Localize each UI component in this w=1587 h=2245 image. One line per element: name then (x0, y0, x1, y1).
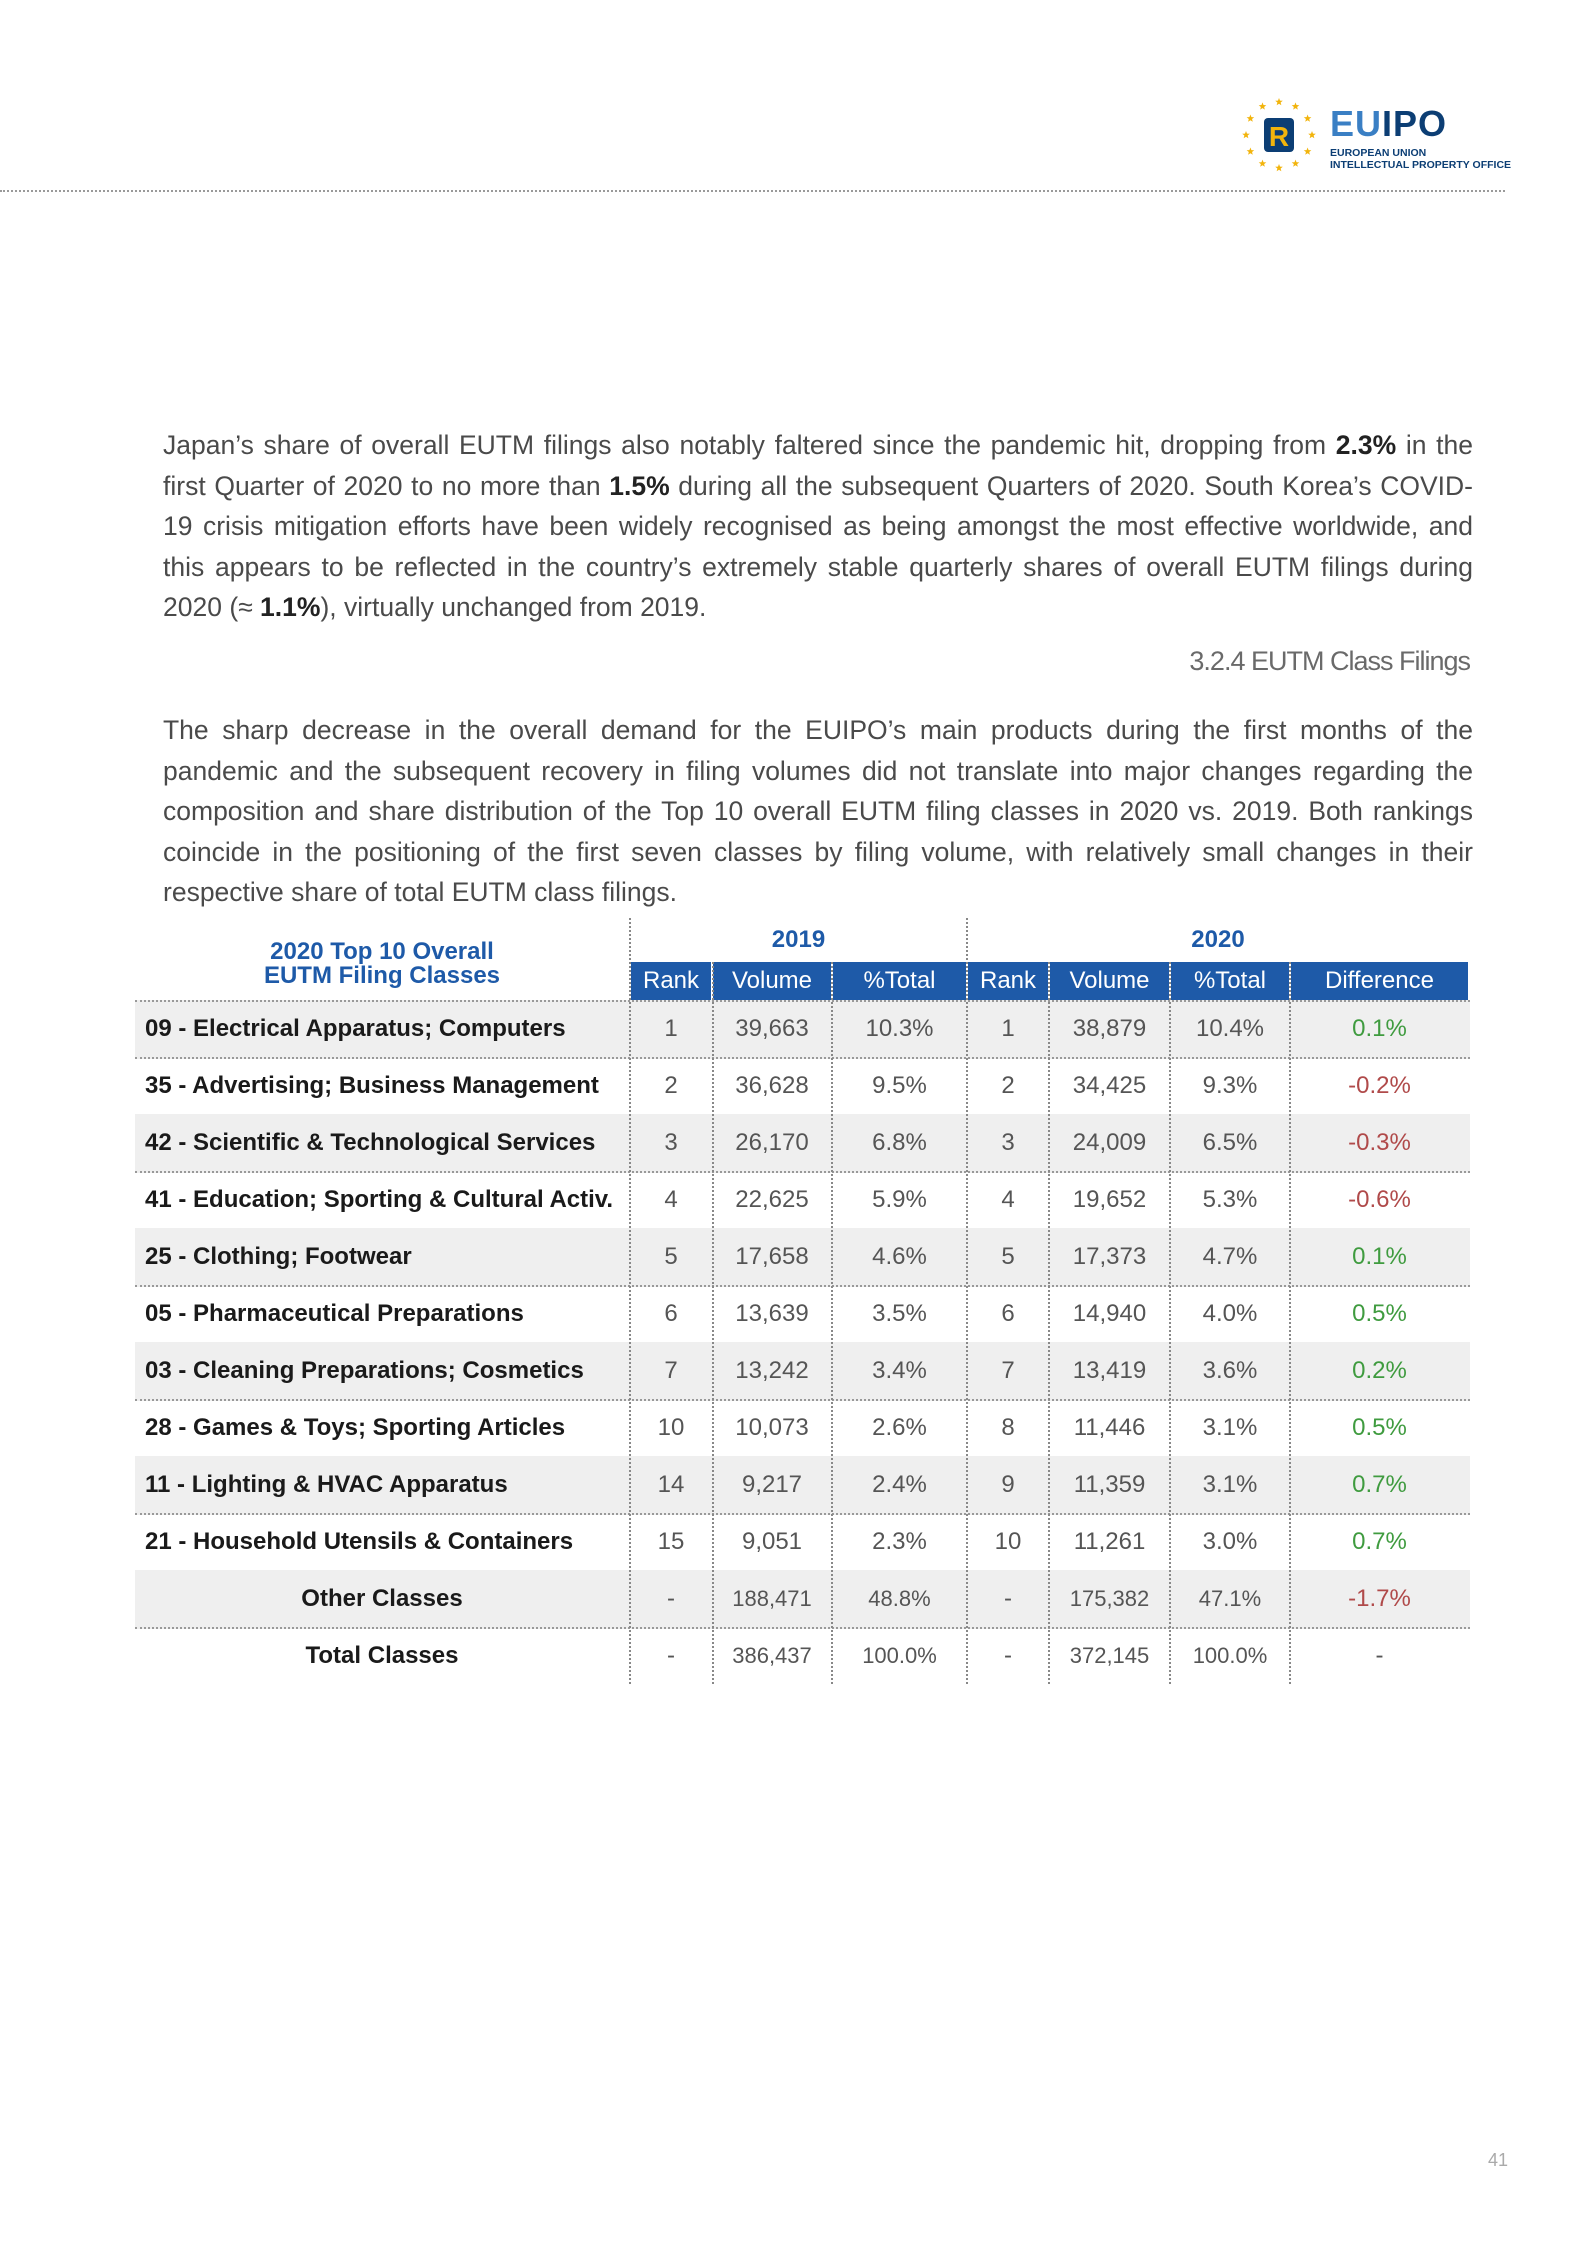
cell-percent-2019: 2.4% (872, 1471, 927, 1498)
euipo-brand (1330, 103, 1448, 144)
cell-rank-2019: - (667, 1642, 675, 1669)
column-separator (831, 962, 833, 1684)
cell-difference: 0.5% (1352, 1300, 1407, 1327)
cell-volume-2019: 13,639 (735, 1300, 809, 1327)
row-label: Other Classes (301, 1585, 463, 1612)
cell-rank-2019: 14 (657, 1471, 685, 1498)
cell-rank-2019: - (667, 1585, 675, 1612)
page-number: 41 (1488, 2150, 1509, 2170)
cell-volume-2019: 386,437 (732, 1643, 812, 1668)
cell-volume-2019: 39,663 (735, 1015, 809, 1042)
paragraph-japan-korea (163, 425, 1473, 628)
cell-volume-2019: 36,628 (735, 1072, 809, 1099)
cell-rank-2019: 1 (664, 1015, 678, 1042)
emblem-star-icon (1304, 148, 1312, 155)
cell-volume-2020: 372,145 (1069, 1643, 1150, 1668)
euipo-emblem-icon (1240, 96, 1318, 174)
cell-volume-2020: 34,425 (1072, 1072, 1147, 1099)
cell-volume-2020: 13,419 (1072, 1357, 1147, 1384)
cell-difference: 0.7% (1352, 1528, 1407, 1555)
year-2020-header: 2020 (1191, 926, 1245, 953)
subtitle-line-2: INTELLECTUAL PROPERTY OFFICE (1330, 159, 1512, 171)
cell-volume-2019: 188,471 (732, 1586, 812, 1611)
emblem-star-icon (1292, 102, 1300, 109)
euipo-logo (1240, 96, 1512, 174)
row-label: 09 - Electrical Apparatus; Computers (145, 1015, 566, 1042)
cell-percent-2020: 6.5% (1202, 1129, 1258, 1156)
emblem-star-icon (1259, 160, 1267, 167)
brand-eu: EU (1330, 103, 1383, 144)
cell-difference: -0.6% (1348, 1186, 1411, 1213)
row-label: 41 - Education; Sporting & Cultural Activ. (145, 1186, 614, 1213)
emblem-star-icon (1242, 131, 1250, 138)
cell-volume-2020: 11,359 (1073, 1471, 1146, 1498)
cell-percent-2019: 10.3% (865, 1015, 934, 1042)
column-header-percent-2019: %Total (833, 962, 966, 1000)
cell-percent-2019: 48.8% (868, 1586, 931, 1611)
table-header-divider (135, 1000, 1470, 1002)
cell-volume-2019: 9,051 (741, 1528, 803, 1555)
cell-difference: 0.1% (1352, 1015, 1407, 1042)
cell-percent-2019: 100.0% (862, 1643, 937, 1668)
cell-percent-2020: 3.1% (1202, 1414, 1258, 1441)
cell-rank-2019: 10 (657, 1414, 685, 1441)
row-label: 03 - Cleaning Preparations; Cosmetics (145, 1357, 584, 1384)
column-separator (1048, 962, 1050, 1684)
year-2019-header: 2019 (771, 926, 826, 953)
cell-percent-2019: 2.6% (872, 1414, 927, 1441)
emblem-star-icon (1259, 102, 1267, 109)
para1-text-2: in the first Quarter of 2020 to no more than (163, 430, 1473, 501)
cell-volume-2020: 17,373 (1072, 1243, 1147, 1270)
cell-percent-2020: 3.1% (1202, 1471, 1258, 1498)
cell-difference: 0.1% (1352, 1243, 1407, 1270)
cell-percent-2020: 9.3% (1202, 1072, 1258, 1099)
cell-rank-2020: 9 (1001, 1471, 1015, 1498)
row-label: 21 - Household Utensils & Containers (145, 1528, 574, 1555)
cell-rank-2020: 5 (1001, 1243, 1015, 1270)
cell-volume-2019: 26,170 (735, 1129, 809, 1156)
column-header-difference: Difference (1291, 962, 1468, 1000)
subtitle-line-1: EUROPEAN UNION (1330, 147, 1427, 159)
cell-percent-2020: 4.0% (1202, 1300, 1258, 1327)
emblem-star-icon (1247, 148, 1255, 155)
column-separator (712, 962, 714, 1684)
column-separator (629, 918, 631, 1684)
para1-bold-2: 1.5% (609, 470, 670, 501)
cell-volume-2020: 11,446 (1073, 1414, 1146, 1441)
column-separator (1289, 962, 1291, 1684)
cell-percent-2019: 6.8% (872, 1129, 927, 1156)
emblem-star-icon (1275, 164, 1283, 171)
para1-text-3: during all the subsequent Quarters of 2020. South Korea’s COVID-19 crisis mitigation efforts have been widely recognised as being amongst the most effective worldwide, and this appears to be reflected in the country’s extremely stable quarterly shares of overall EUTM filings during 2020 (≈ (163, 470, 1473, 622)
table-row (135, 1171, 1470, 1230)
para1-text-1: Japan’s share of overall EUTM filings also notably faltered since the pandemic hit, dropping from (163, 430, 1336, 460)
cell-rank-2019: 4 (664, 1186, 678, 1213)
table-row (135, 1228, 1470, 1287)
para1-bold-1: 2.3% (1335, 430, 1397, 460)
cell-percent-2019: 3.5% (872, 1300, 927, 1327)
cell-volume-2019: 10,073 (735, 1414, 809, 1441)
cell-rank-2020: 6 (1001, 1300, 1015, 1327)
cell-rank-2020: 4 (1001, 1186, 1015, 1213)
row-label: 25 - Clothing; Footwear (145, 1243, 412, 1270)
column-header-percent-2020: %Total (1171, 962, 1289, 1000)
cell-volume-2020: 24,009 (1072, 1129, 1147, 1156)
table-row (135, 1513, 1470, 1572)
column-header-rank-2019: Rank (631, 962, 711, 1000)
table-row (135, 1342, 1470, 1401)
table-row (135, 1057, 1470, 1116)
cell-difference: 0.2% (1352, 1357, 1407, 1384)
cell-rank-2020: 2 (1001, 1072, 1015, 1099)
row-label: 11 - Lighting & HVAC Apparatus (145, 1471, 508, 1498)
cell-rank-2020: - (1004, 1585, 1012, 1612)
cell-percent-2020: 3.0% (1202, 1528, 1258, 1555)
table-row (135, 1114, 1470, 1173)
cell-rank-2020: 8 (1001, 1414, 1015, 1441)
cell-volume-2019: 17,658 (735, 1243, 809, 1270)
column-header-volume-2019: Volume (713, 962, 831, 1000)
row-label: Total Classes (305, 1642, 459, 1669)
euipo-subtitle (1330, 147, 1511, 171)
table-row (135, 1285, 1470, 1344)
cell-volume-2019: 13,242 (735, 1357, 809, 1384)
cell-difference: - (1375, 1642, 1384, 1669)
cell-difference: -0.3% (1348, 1129, 1411, 1156)
svg-text:R: R (1268, 121, 1290, 152)
cell-percent-2020: 4.7% (1202, 1243, 1258, 1270)
cell-percent-2019: 5.9% (872, 1186, 927, 1213)
cell-volume-2020: 11,261 (1073, 1528, 1146, 1555)
column-header-volume-2020: Volume (1050, 962, 1169, 1000)
para1-text-4: ), virtually unchanged from 2019. (320, 592, 707, 622)
cell-percent-2020: 3.6% (1202, 1357, 1258, 1384)
cell-rank-2019: 15 (657, 1528, 685, 1555)
paragraph-class-filings: The sharp decrease in the overall demand for the EUIPO’s main products during the first months of the pandemic and the subsequent recovery in filing volumes did not translate into major changes regarding the composition and share distribution of the Top 10 overall EUTM filing classes in 2020 vs. 2019. Both rankings coincide in the positioning of the first seven classes by filing volume, with relatively small changes in their respective share of total EUTM class filings. (163, 715, 1473, 907)
column-separator (966, 918, 968, 1684)
cell-volume-2020: 14,940 (1072, 1300, 1147, 1327)
cell-percent-2019: 9.5% (872, 1072, 927, 1099)
cell-volume-2019: 9,217 (741, 1471, 803, 1498)
emblem-star-icon (1304, 115, 1312, 122)
table-row (135, 1570, 1470, 1629)
table-row (135, 1456, 1470, 1515)
header-divider (0, 190, 1505, 192)
section-heading: 3.2.4 EUTM Class Filings (1189, 646, 1470, 676)
para1-bold-3: 1.1% (260, 592, 321, 622)
emblem-star-icon (1247, 115, 1255, 122)
cell-percent-2020: 10.4% (1195, 1015, 1265, 1042)
column-header-rank-2020: Rank (968, 962, 1048, 1000)
cell-rank-2019: 3 (664, 1129, 678, 1156)
cell-rank-2020: 3 (1001, 1129, 1015, 1156)
cell-volume-2020: 175,382 (1069, 1586, 1150, 1611)
emblem-star-icon (1308, 131, 1316, 138)
cell-rank-2020: 10 (994, 1528, 1022, 1555)
cell-volume-2019: 22,625 (735, 1186, 809, 1213)
cell-percent-2020: 5.3% (1202, 1186, 1258, 1213)
cell-rank-2019: 2 (664, 1072, 678, 1099)
cell-percent-2019: 4.6% (872, 1243, 927, 1270)
cell-difference: -0.2% (1348, 1072, 1411, 1099)
emblem-star-icon (1275, 98, 1283, 105)
table-title-line-1: 2020 Top 10 Overall (270, 938, 494, 965)
cell-rank-2019: 7 (664, 1357, 678, 1384)
cell-percent-2020: 100.0% (1192, 1643, 1268, 1668)
emblem-star-icon (1292, 160, 1300, 167)
row-label: 42 - Scientific & Technological Services (145, 1129, 596, 1156)
row-label: 28 - Games & Toys; Sporting Articles (145, 1414, 566, 1441)
cell-percent-2019: 2.3% (872, 1528, 927, 1555)
column-separator (1169, 962, 1171, 1684)
cell-percent-2020: 47.1% (1198, 1586, 1262, 1611)
cell-rank-2019: 5 (664, 1243, 678, 1270)
row-label: 35 - Advertising; Business Management (145, 1072, 599, 1099)
table-row (135, 1000, 1470, 1059)
cell-volume-2020: 19,652 (1072, 1186, 1147, 1213)
cell-difference: 0.5% (1352, 1414, 1407, 1441)
cell-rank-2019: 6 (664, 1300, 678, 1327)
table-title (135, 918, 629, 1000)
brand-ipo: IPO (1382, 103, 1448, 144)
cell-volume-2020: 38,879 (1072, 1015, 1147, 1042)
cell-difference: -1.7% (1348, 1585, 1411, 1612)
row-label: 05 - Pharmaceutical Preparations (145, 1300, 524, 1327)
cell-percent-2019: 3.4% (872, 1357, 927, 1384)
cell-rank-2020: 1 (1001, 1015, 1015, 1042)
table-row (135, 1399, 1470, 1458)
table-row (135, 1627, 1470, 1684)
table-title-line-2: EUTM Filing Classes (263, 962, 501, 989)
cell-rank-2020: 7 (1001, 1357, 1015, 1384)
cell-rank-2020: - (1004, 1642, 1012, 1669)
cell-difference: 0.7% (1352, 1471, 1407, 1498)
